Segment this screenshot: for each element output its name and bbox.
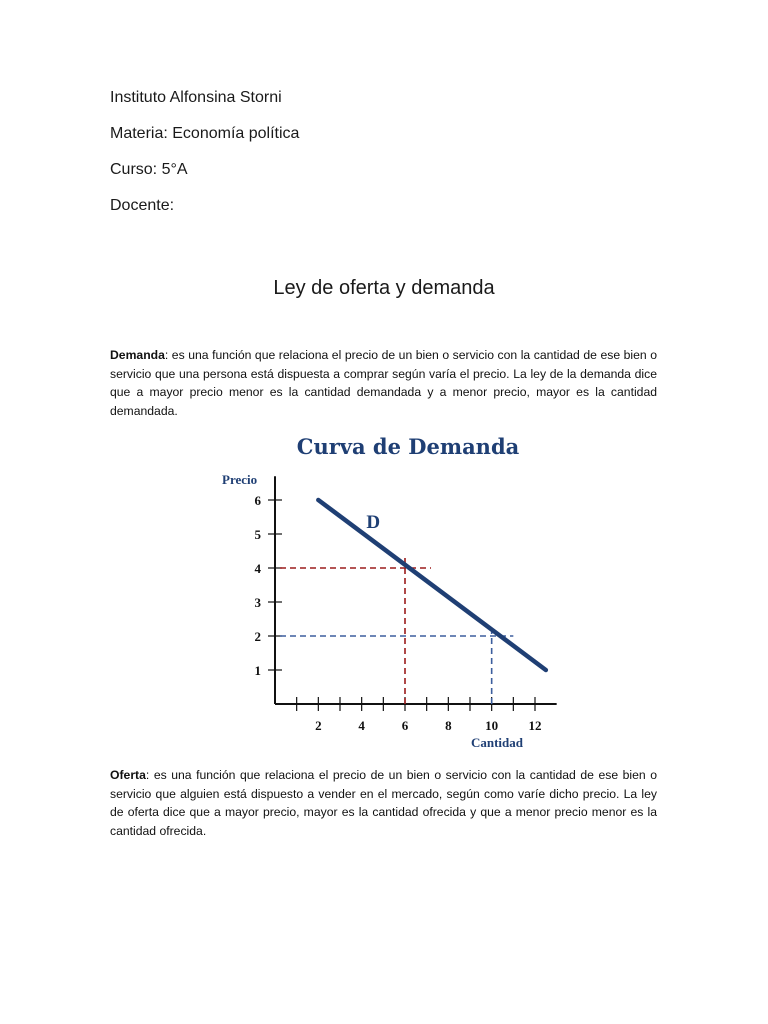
demand-paragraph <box>110 346 657 420</box>
y-tick-label: 4 <box>254 561 261 576</box>
y-tick-label: 6 <box>254 493 261 508</box>
demand-curve-chart <box>200 428 580 760</box>
y-axis-label: Precio <box>222 472 258 487</box>
x-tick-label: 6 <box>401 718 409 733</box>
x-axis-label: Cantidad <box>470 735 524 750</box>
x-tick-label: 4 <box>358 718 365 733</box>
demand-series <box>318 500 546 670</box>
supply-text: : es una función que relaciona el precio de un bien o servicio con la cantidad de ese bien o servicio que alguien está dispuesto a vender en el mercado, según como varíe dicho precio. La ley de oferta dice que a mayor precio, mayor es la cantidad ofrecida y que a menor precio menor es la cantidad ofrecida. <box>110 768 657 838</box>
y-tick-label: 1 <box>254 663 261 678</box>
y-tick-label: 2 <box>254 629 261 644</box>
y-tick-label: 5 <box>254 527 261 542</box>
chart-axes <box>255 476 557 733</box>
supply-paragraph <box>110 766 657 840</box>
x-tick-label: 10 <box>485 718 499 733</box>
supply-term: Oferta <box>110 768 146 782</box>
x-tick-label: 2 <box>315 718 322 733</box>
x-tick-label: 12 <box>528 718 542 733</box>
course-line: Curso: 5°A <box>110 161 188 178</box>
demand-curve-line <box>318 500 546 670</box>
demand-term: Demanda <box>110 348 165 362</box>
x-tick-label: 8 <box>445 718 452 733</box>
document-title: Ley de oferta y demanda <box>273 277 495 299</box>
demand-text: : es una función que relaciona el precio de un bien o servicio con la cantidad de ese bien o servicio que una persona está dispuesta a comprar según varía el precio. La ley de la demanda dice que a mayor precio menor es la cantidad demandada y a menor precio, mayor es la cantidad demandada. <box>110 348 657 418</box>
institute-name: Instituto Alfonsina Storni <box>110 89 282 106</box>
reference-lines <box>280 556 513 704</box>
y-tick-label: 3 <box>254 595 261 610</box>
chart-title: Curva de Demanda <box>296 434 520 459</box>
subject-line: Materia: Economía política <box>110 125 300 142</box>
series-label: D <box>366 512 381 533</box>
teacher-line: Docente: <box>110 197 175 214</box>
